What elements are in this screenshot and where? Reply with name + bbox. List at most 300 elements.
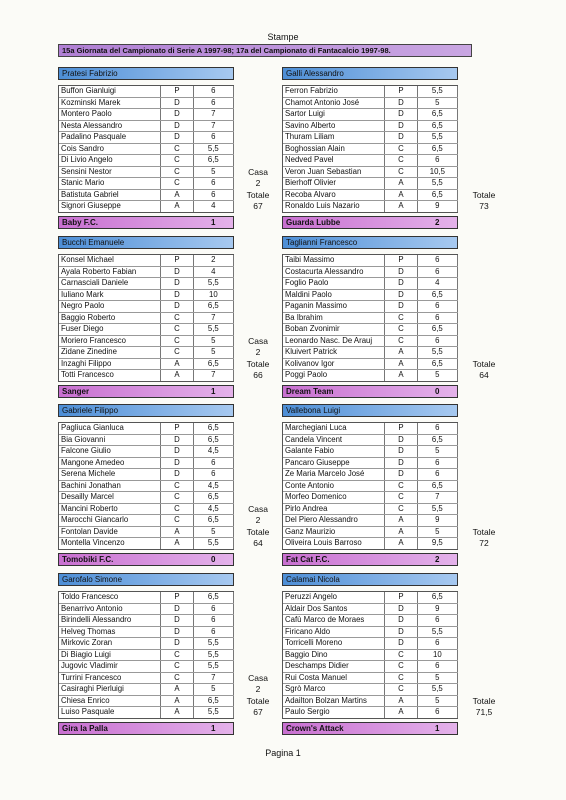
player-score: 9 [418,515,458,526]
player-row [59,446,234,458]
player-row [59,178,234,190]
player-role: D [385,98,417,109]
player-row [59,359,234,371]
player-row [59,527,234,539]
player-name: Morfeo Domenico [283,492,385,503]
player-score: 5 [194,527,234,538]
player-name: Kozminski Marek [59,98,161,109]
away-total-summary [464,359,504,382]
player-role: D [385,278,417,289]
player-role: D [161,278,193,289]
player-name: Nesta Alessandro [59,121,161,132]
player-score: 6 [418,661,458,672]
manager-header: Taglianni Francesco [282,236,458,249]
player-score: 6,5 [418,144,458,155]
player-row [283,696,458,708]
player-name: Deschamps Didier [283,661,385,672]
player-score: 4,5 [194,481,234,492]
player-name: Iuliano Mark [59,290,161,301]
player-role: P [385,86,417,97]
player-row [283,661,458,673]
player-row [59,638,234,650]
away-total: 72 [479,538,489,548]
player-score: 6 [194,615,234,626]
player-name: Conte Antonio [283,481,385,492]
player-name: Paganin Massimo [283,301,385,312]
player-row [59,423,234,435]
club-result [58,553,234,566]
away-team [282,67,458,229]
player-score: 6,5 [418,190,458,201]
home-team [58,236,234,398]
home-total: 67 [253,201,263,211]
player-score: 6,5 [418,592,458,603]
player-score: 6,5 [194,592,234,603]
player-row [283,423,458,435]
player-row [283,592,458,604]
player-role: C [161,650,193,661]
player-score: 6 [418,255,458,266]
player-row [59,370,234,381]
home-total: 64 [253,538,263,548]
home-team [58,67,234,229]
player-row [59,324,234,336]
player-role: A [161,538,193,549]
player-role: C [161,515,193,526]
player-role: C [385,167,417,178]
player-role: P [161,86,193,97]
player-role: A [385,201,417,212]
player-row [59,661,234,673]
player-role: C [385,313,417,324]
page-header: Stampe [267,32,299,42]
player-name: Chamot Antonio José [283,98,385,109]
player-name: Marocchi Giancarlo [59,515,161,526]
player-score: 5 [194,336,234,347]
player-role: A [161,359,193,370]
player-row [283,481,458,493]
player-score: 5,5 [194,650,234,661]
player-role: C [385,650,417,661]
player-score: 6 [418,638,458,649]
player-name: Sartor Luigi [283,109,385,120]
player-role: D [385,121,417,132]
player-role: C [161,178,193,189]
player-name: Turrini Francesco [59,673,161,684]
player-name: Negro Paolo [59,301,161,312]
player-role: C [385,144,417,155]
player-name: Boghossian Alain [283,144,385,155]
player-row [59,615,234,627]
player-row [283,359,458,371]
player-role: D [385,301,417,312]
player-score: 5 [194,684,234,695]
player-row [283,267,458,279]
player-role: D [385,604,417,615]
player-score: 6,5 [194,155,234,166]
player-row [59,469,234,481]
club-goals: 1 [435,723,440,733]
player-row [59,492,234,504]
club-name: Crown's Attack [286,723,344,733]
player-row [59,515,234,527]
player-role: A [385,538,417,549]
player-role: C [385,481,417,492]
totale-label: Totale [246,358,270,369]
player-role: P [385,592,417,603]
player-name: Fuser Diego [59,324,161,335]
player-row [283,109,458,121]
player-score: 6 [418,301,458,312]
player-role: D [161,435,193,446]
player-row [283,538,458,549]
home-team [58,573,234,735]
player-name: Carnasciali Daniele [59,278,161,289]
player-name: Buffon Gianluigi [59,86,161,97]
player-score: 10 [194,290,234,301]
player-name: Ferron Fabrizio [283,86,385,97]
player-table [282,254,458,382]
player-name: Batistuta Gabriel [59,190,161,201]
player-name: Montero Paolo [59,109,161,120]
casa-bonus: 2 [255,178,261,188]
player-name: Savino Alberto [283,121,385,132]
player-row [283,515,458,527]
away-team [282,236,458,398]
player-score: 5 [418,696,458,707]
player-role: A [161,190,193,201]
player-name: Montella Vincenzo [59,538,161,549]
totale-label: Totale [246,695,270,706]
player-row [59,627,234,639]
player-name: Pagliuca Gianluca [59,423,161,434]
player-row [283,132,458,144]
player-row [59,504,234,516]
player-row [59,673,234,685]
player-role: D [161,132,193,143]
player-score: 6,5 [418,290,458,301]
player-row [283,144,458,156]
player-name: Sensini Nestor [59,167,161,178]
player-row [59,301,234,313]
player-name: Benarrivo Antonio [59,604,161,615]
player-name: Firicano Aldo [283,627,385,638]
player-name: Veron Juan Sebastian [283,167,385,178]
player-score: 7 [194,109,234,120]
player-row [283,347,458,359]
player-role: A [385,178,417,189]
player-row [59,458,234,470]
away-total: 64 [479,370,489,380]
player-row [59,696,234,708]
player-score: 6,5 [194,515,234,526]
player-name: Kluivert Patrick [283,347,385,358]
player-name: Sgrò Marco [283,684,385,695]
player-role: C [161,336,193,347]
player-row [59,98,234,110]
away-team [282,404,458,566]
player-name: Oliveira Louis Barroso [283,538,385,549]
player-name: Foglio Paolo [283,278,385,289]
player-role: A [385,696,417,707]
player-name: Mirkovic Zoran [59,638,161,649]
player-role: D [385,290,417,301]
player-role: D [161,301,193,312]
club-name: Sanger [62,386,90,396]
player-role: D [161,109,193,120]
player-score: 5,5 [194,278,234,289]
player-score: 5,5 [418,178,458,189]
player-score: 4,5 [194,504,234,515]
club-result [282,553,458,566]
player-row [283,615,458,627]
player-role: D [161,469,193,480]
player-name: Torricelli Moreno [283,638,385,649]
player-name: Recoba Alvaro [283,190,385,201]
player-name: Inzaghi Filippo [59,359,161,370]
player-score: 5,5 [194,661,234,672]
casa-bonus: 2 [255,347,261,357]
player-row [59,347,234,359]
player-row [59,121,234,133]
round-banner: 15a Giornata del Campionato di Serie A 1997-98; 17a del Campionato di Fantacalcio 1997-98. [58,44,472,57]
club-result [58,216,234,229]
player-score: 5,5 [194,638,234,649]
player-row [59,109,234,121]
player-name: Adailton Bolzan Martins [283,696,385,707]
player-role: D [161,638,193,649]
player-score: 5 [418,98,458,109]
player-role: D [161,615,193,626]
player-row [59,707,234,718]
player-role: P [385,423,417,434]
player-name: Zidane Zinedine [59,347,161,358]
player-row [283,324,458,336]
home-total: 67 [253,707,263,717]
page-footer: Pagina 1 [265,748,301,758]
player-score: 6 [418,313,458,324]
player-score: 5,5 [418,504,458,515]
player-name: Mangone Amedeo [59,458,161,469]
casa-label: Casa [248,503,268,514]
player-role: P [161,423,193,434]
player-name: Marchegiani Luca [283,423,385,434]
player-role: D [385,446,417,457]
totale-label: Totale [472,526,496,537]
player-score: 6,5 [194,492,234,503]
player-score: 4,5 [194,446,234,457]
player-row [283,627,458,639]
player-score: 6,5 [418,481,458,492]
player-name: Thuram Liliam [283,132,385,143]
casa-bonus: 2 [255,515,261,525]
player-score: 6 [194,604,234,615]
player-row [283,290,458,302]
player-row [283,155,458,167]
player-name: Falcone Giulio [59,446,161,457]
player-row [59,255,234,267]
home-team [58,404,234,566]
player-role: C [161,155,193,166]
player-score: 5,5 [418,86,458,97]
totale-label: Totale [472,358,496,369]
player-score: 6 [194,469,234,480]
player-role: C [161,492,193,503]
player-role: A [161,370,193,381]
player-row [283,336,458,348]
totale-label: Totale [246,526,270,537]
home-total: 66 [253,370,263,380]
totale-label: Totale [472,695,496,706]
player-row [59,167,234,179]
player-name: Di Biagio Luigi [59,650,161,661]
player-score: 6 [418,707,458,718]
player-role: D [385,435,417,446]
player-role: D [161,98,193,109]
player-score: 6,5 [418,324,458,335]
player-row [283,86,458,98]
player-row [59,604,234,616]
player-role: C [385,324,417,335]
player-row [283,650,458,662]
player-score: 6 [194,86,234,97]
player-name: Toldo Francesco [59,592,161,603]
player-name: Nedved Pavel [283,155,385,166]
player-name: Ze Maria Marcelo José [283,469,385,480]
player-name: Jugovic Vladimir [59,661,161,672]
player-score: 6,5 [418,109,458,120]
player-score: 6,5 [418,121,458,132]
player-name: Boban Zvonimir [283,324,385,335]
player-score: 6 [418,336,458,347]
away-total: 73 [479,201,489,211]
club-name: Gira la Palla [62,723,108,733]
player-role: P [161,592,193,603]
player-score: 5 [194,167,234,178]
player-score: 6 [418,458,458,469]
player-role: C [161,324,193,335]
player-score: 6 [418,423,458,434]
player-score: 5 [418,446,458,457]
player-role: A [385,359,417,370]
player-score: 5,5 [418,347,458,358]
player-role: A [385,515,417,526]
player-score: 6 [194,98,234,109]
player-name: Ba Ibrahim [283,313,385,324]
player-role: P [385,255,417,266]
manager-header: Garofalo Simone [58,573,234,586]
player-role: D [385,627,417,638]
player-row [283,492,458,504]
manager-header: Gabriele Filippo [58,404,234,417]
player-name: Taibi Massimo [283,255,385,266]
player-name: Totti Francesco [59,370,161,381]
player-row [59,336,234,348]
player-role: D [385,638,417,649]
player-score: 9 [418,604,458,615]
player-name: Maldini Paolo [283,290,385,301]
player-role: A [161,527,193,538]
player-role: C [385,336,417,347]
player-name: Paulo Sergio [283,707,385,718]
casa-label: Casa [248,672,268,683]
player-score: 6 [418,155,458,166]
player-role: C [161,481,193,492]
player-name: Candela Vincent [283,435,385,446]
player-row [283,458,458,470]
player-name: Mancini Roberto [59,504,161,515]
player-row [59,592,234,604]
player-row [59,313,234,325]
player-score: 7 [194,121,234,132]
player-score: 6,5 [194,435,234,446]
player-row [283,707,458,718]
player-score: 7 [194,370,234,381]
player-score: 9,5 [418,538,458,549]
player-role: C [161,504,193,515]
player-name: Baggio Dino [283,650,385,661]
player-row [283,201,458,212]
club-goals: 1 [211,723,216,733]
player-table [58,422,234,550]
player-row [59,481,234,493]
player-role: C [161,144,193,155]
player-role: A [161,707,193,718]
player-role: A [385,190,417,201]
player-name: Baggio Roberto [59,313,161,324]
player-row [59,86,234,98]
player-name: Stanic Mario [59,178,161,189]
home-bonus-summary [244,673,272,719]
player-role: D [161,267,193,278]
manager-header: Pratesi Fabrizio [58,67,234,80]
player-name: Galante Fabio [283,446,385,457]
player-score: 5,5 [418,627,458,638]
player-row [283,98,458,110]
player-row [283,190,458,202]
player-role: A [161,201,193,212]
player-role: D [161,121,193,132]
player-score: 6 [194,458,234,469]
manager-header: Galli Alessandro [282,67,458,80]
club-result [58,385,234,398]
player-row [283,278,458,290]
player-name: Leonardo Nasc. De Arauj [283,336,385,347]
casa-label: Casa [248,335,268,346]
player-name: Birindelli Alessandro [59,615,161,626]
player-name: Bierhoff Olivier [283,178,385,189]
player-role: A [161,684,193,695]
home-bonus-summary [244,336,272,382]
totale-label: Totale [472,189,496,200]
club-goals: 0 [211,554,216,564]
player-role: A [385,370,417,381]
player-table [58,591,234,719]
player-name: Helveg Thomas [59,627,161,638]
player-name: Costacurta Alessandro [283,267,385,278]
player-table [282,85,458,213]
player-name: Padalino Pasquale [59,132,161,143]
player-score: 4 [194,267,234,278]
player-row [59,290,234,302]
player-score: 5 [418,673,458,684]
player-table [58,254,234,382]
club-name: Tomobiki F.C. [62,554,114,564]
player-role: P [161,255,193,266]
player-role: D [161,627,193,638]
player-name: Di Livio Angelo [59,155,161,166]
player-row [283,504,458,516]
